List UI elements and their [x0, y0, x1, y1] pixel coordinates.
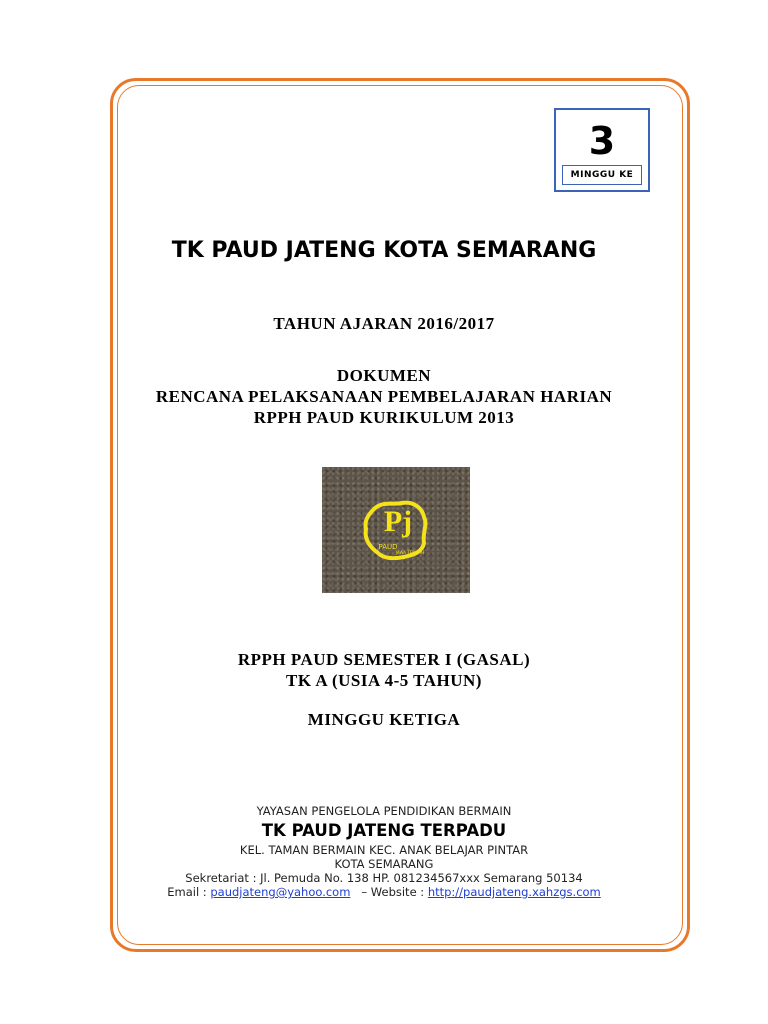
- document-line-3: RPPH PAUD KURIKULUM 2013: [253, 408, 515, 427]
- week-name: MINGGU KETIGA: [307, 710, 461, 729]
- secretariat-line: Sekretariat : Jl. Pemuda No. 138 HP. 081234567xxx Semarang 50134: [185, 871, 583, 885]
- document-line-1: DOKUMEN: [336, 366, 432, 385]
- school-title: TK PAUD JATENG KOTA SEMARANG: [171, 238, 597, 263]
- document-line-2: RENCANA PELAKSANAAN PEMBELAJARAN HARIAN: [155, 387, 613, 406]
- semester-line-2: TK A (USIA 4-5 TAHUN): [286, 671, 482, 690]
- email-link[interactable]: paudjateng@yahoo.com: [210, 885, 351, 899]
- address-line-2: KOTA SEMARANG: [334, 857, 434, 871]
- website-link[interactable]: http://paudjateng.xahzgs.com: [427, 885, 601, 899]
- logo-text-main: Pj: [383, 505, 413, 538]
- address-line-1: KEL. TAMAN BERMAIN KEC. ANAK BELAJAR PINTAR: [239, 843, 529, 857]
- semester-line-1: RPPH PAUD SEMESTER I (GASAL): [237, 650, 531, 669]
- email-label: Email :: [167, 885, 207, 899]
- academic-year: TAHUN AJARAN 2016/2017: [273, 314, 495, 333]
- contact-line: [0, 885, 768, 899]
- paud-jateng-logo: [322, 467, 470, 593]
- logo-text-sub2: JAWA TENGAH: [395, 550, 425, 555]
- website-label: – Website :: [361, 885, 425, 899]
- week-number-box: [554, 108, 650, 192]
- foundation-name: YAYASAN PENGELOLA PENDIDIKAN BERMAIN: [256, 804, 512, 818]
- organization-name: TK PAUD JATENG TERPADU: [261, 821, 507, 840]
- week-label: MINGGU KE: [562, 165, 642, 185]
- week-number: 3: [588, 119, 616, 163]
- logo-text-sub: PAUD: [378, 543, 398, 551]
